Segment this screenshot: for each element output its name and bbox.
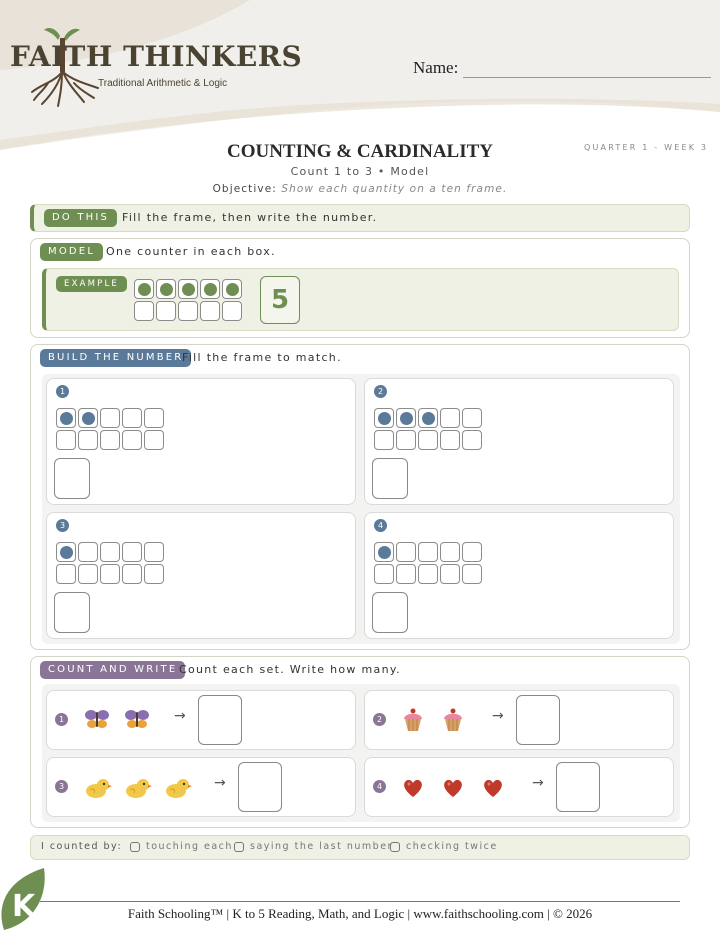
ten-frame-cell[interactable] [396, 564, 416, 584]
counted-by-checkbox[interactable] [234, 842, 244, 852]
answer-box[interactable] [556, 762, 600, 812]
ten-frame-cell[interactable] [144, 542, 164, 562]
ten-frame-cell[interactable] [418, 542, 438, 562]
ten-frame-cell[interactable] [144, 408, 164, 428]
problem-number-badge: 2 [374, 385, 387, 398]
count-write-tag: COUNT AND WRITE [40, 661, 185, 679]
heart-icon [482, 777, 504, 803]
ten-frame-cell[interactable] [122, 564, 142, 584]
answer-box[interactable] [54, 458, 90, 499]
ten-frame-cell [134, 279, 154, 299]
ten-frame-cell[interactable] [418, 408, 438, 428]
ten-frame [56, 408, 164, 450]
build-number-instruction: Fill the frame to match. [182, 351, 342, 364]
heart-icon [402, 777, 424, 803]
ten-frame-cell [222, 279, 242, 299]
ten-frame-cell[interactable] [100, 430, 120, 450]
problem-number-badge: 4 [374, 519, 387, 532]
ten-frame-cell[interactable] [374, 430, 394, 450]
arrow-icon: → [174, 708, 186, 724]
ten-frame-cell[interactable] [56, 542, 76, 562]
example-ten-frame [134, 279, 242, 321]
chick-icon [164, 777, 192, 803]
ten-frame-cell [200, 301, 220, 321]
ten-frame-cell [156, 279, 176, 299]
counted-by-checkbox[interactable] [130, 842, 140, 852]
ten-frame-cell[interactable] [374, 542, 394, 562]
counter-dot [378, 546, 391, 559]
objective-text: Show each quantity on a ten frame. [281, 183, 508, 195]
arrow-icon: → [532, 775, 544, 791]
cupcake-icon [402, 708, 424, 736]
counter-dot [182, 283, 195, 296]
do-this-tag: DO THIS [44, 209, 117, 227]
ten-frame-cell[interactable] [396, 542, 416, 562]
ten-frame-cell [178, 279, 198, 299]
counted-by-option-label: checking twice [406, 841, 498, 852]
ten-frame-cell[interactable] [100, 564, 120, 584]
answer-box[interactable] [198, 695, 242, 745]
ten-frame-cell [178, 301, 198, 321]
objective-label: Objective: [212, 183, 277, 195]
ten-frame-cell [156, 301, 176, 321]
counted-by-label: I counted by: [41, 841, 123, 852]
page-title: COUNTING & CARDINALITY [226, 141, 494, 162]
ten-frame-cell[interactable] [462, 564, 482, 584]
ten-frame-cell[interactable] [56, 564, 76, 584]
counter-dot [226, 283, 239, 296]
ten-frame-cell[interactable] [440, 542, 460, 562]
answer-box[interactable] [54, 592, 90, 633]
build-number-tag: BUILD THE NUMBER [40, 349, 191, 367]
butterfly-icon [84, 708, 110, 734]
ten-frame-cell[interactable] [122, 430, 142, 450]
model-tag: MODEL [40, 243, 103, 261]
ten-frame-cell[interactable] [56, 408, 76, 428]
chick-icon [84, 777, 112, 803]
example-tag: EXAMPLE [56, 276, 127, 292]
ten-frame [374, 542, 482, 584]
problem-number-badge: 3 [55, 780, 68, 793]
problem-number-badge: 1 [56, 385, 69, 398]
ten-frame-cell[interactable] [144, 564, 164, 584]
counted-by-checkbox[interactable] [390, 842, 400, 852]
page-subtitle: Count 1 to 3 • Model [290, 165, 430, 178]
ten-frame-cell[interactable] [462, 430, 482, 450]
counter-dot [422, 412, 435, 425]
ten-frame-cell[interactable] [100, 542, 120, 562]
ten-frame-cell[interactable] [78, 408, 98, 428]
name-label: Name: [413, 58, 459, 77]
ten-frame [374, 408, 482, 450]
ten-frame-cell [200, 279, 220, 299]
ten-frame-cell [134, 301, 154, 321]
heart-icon [442, 777, 464, 803]
ten-frame-cell[interactable] [396, 430, 416, 450]
counter-dot [60, 412, 73, 425]
footer-text: Faith Schooling™ | K to 5 Reading, Math, and Logic | www.faithschooling.com | © 2026 [127, 906, 593, 921]
footer-divider [40, 901, 680, 902]
answer-box[interactable] [372, 592, 408, 633]
problem-number-badge: 4 [373, 780, 386, 793]
header-swoosh [0, 0, 720, 150]
problem-number-badge: 1 [55, 713, 68, 726]
counter-dot [138, 283, 151, 296]
ten-frame-cell[interactable] [122, 542, 142, 562]
ten-frame-cell [222, 301, 242, 321]
ten-frame [56, 542, 164, 584]
ten-frame-cell[interactable] [144, 430, 164, 450]
k-logo-letter: K [12, 889, 36, 924]
answer-box[interactable] [372, 458, 408, 499]
problem-number-badge: 3 [56, 519, 69, 532]
name-write-line[interactable] [463, 77, 711, 78]
ten-frame-cell[interactable] [418, 430, 438, 450]
answer-box[interactable] [238, 762, 282, 812]
objective [0, 183, 720, 195]
chick-icon [124, 777, 152, 803]
counter-dot [204, 283, 217, 296]
ten-frame-cell[interactable] [374, 564, 394, 584]
do-this-instruction: Fill the frame, then write the number. [122, 211, 378, 224]
counter-dot [160, 283, 173, 296]
model-instruction: One counter in each box. [106, 245, 276, 258]
ten-frame-cell[interactable] [78, 564, 98, 584]
butterfly-icon [124, 708, 150, 734]
ten-frame-cell[interactable] [78, 430, 98, 450]
counter-dot [400, 412, 413, 425]
ten-frame-cell[interactable] [462, 542, 482, 562]
counted-by-option-label: saying the last number [250, 841, 393, 852]
ten-frame-cell[interactable] [440, 408, 460, 428]
count-write-instruction: Count each set. Write how many. [179, 663, 401, 676]
ten-frame-cell[interactable] [374, 408, 394, 428]
cupcake-icon [442, 708, 464, 736]
arrow-icon: → [492, 708, 504, 724]
brand-name: FAITH THINKERS [10, 40, 303, 73]
counter-dot [60, 546, 73, 559]
ten-frame-cell[interactable] [56, 430, 76, 450]
ten-frame-cell[interactable] [78, 542, 98, 562]
ten-frame-cell[interactable] [122, 408, 142, 428]
arrow-icon: → [214, 775, 226, 791]
quarter-week-label: QUARTER 1 - WEEK 3 [584, 143, 709, 152]
counter-dot [82, 412, 95, 425]
answer-box[interactable] [516, 695, 560, 745]
ten-frame-cell[interactable] [100, 408, 120, 428]
counter-dot [378, 412, 391, 425]
ten-frame-cell[interactable] [418, 564, 438, 584]
brand-tagline: Traditional Arithmetic & Logic [98, 78, 228, 89]
ten-frame-cell[interactable] [396, 408, 416, 428]
example-answer-box: 5 [260, 276, 300, 324]
ten-frame-cell[interactable] [440, 564, 460, 584]
problem-number-badge: 2 [373, 713, 386, 726]
counted-by-option-label: touching each [146, 841, 233, 852]
ten-frame-cell[interactable] [440, 430, 460, 450]
k-leaf-logo-icon [0, 866, 50, 932]
ten-frame-cell[interactable] [462, 408, 482, 428]
